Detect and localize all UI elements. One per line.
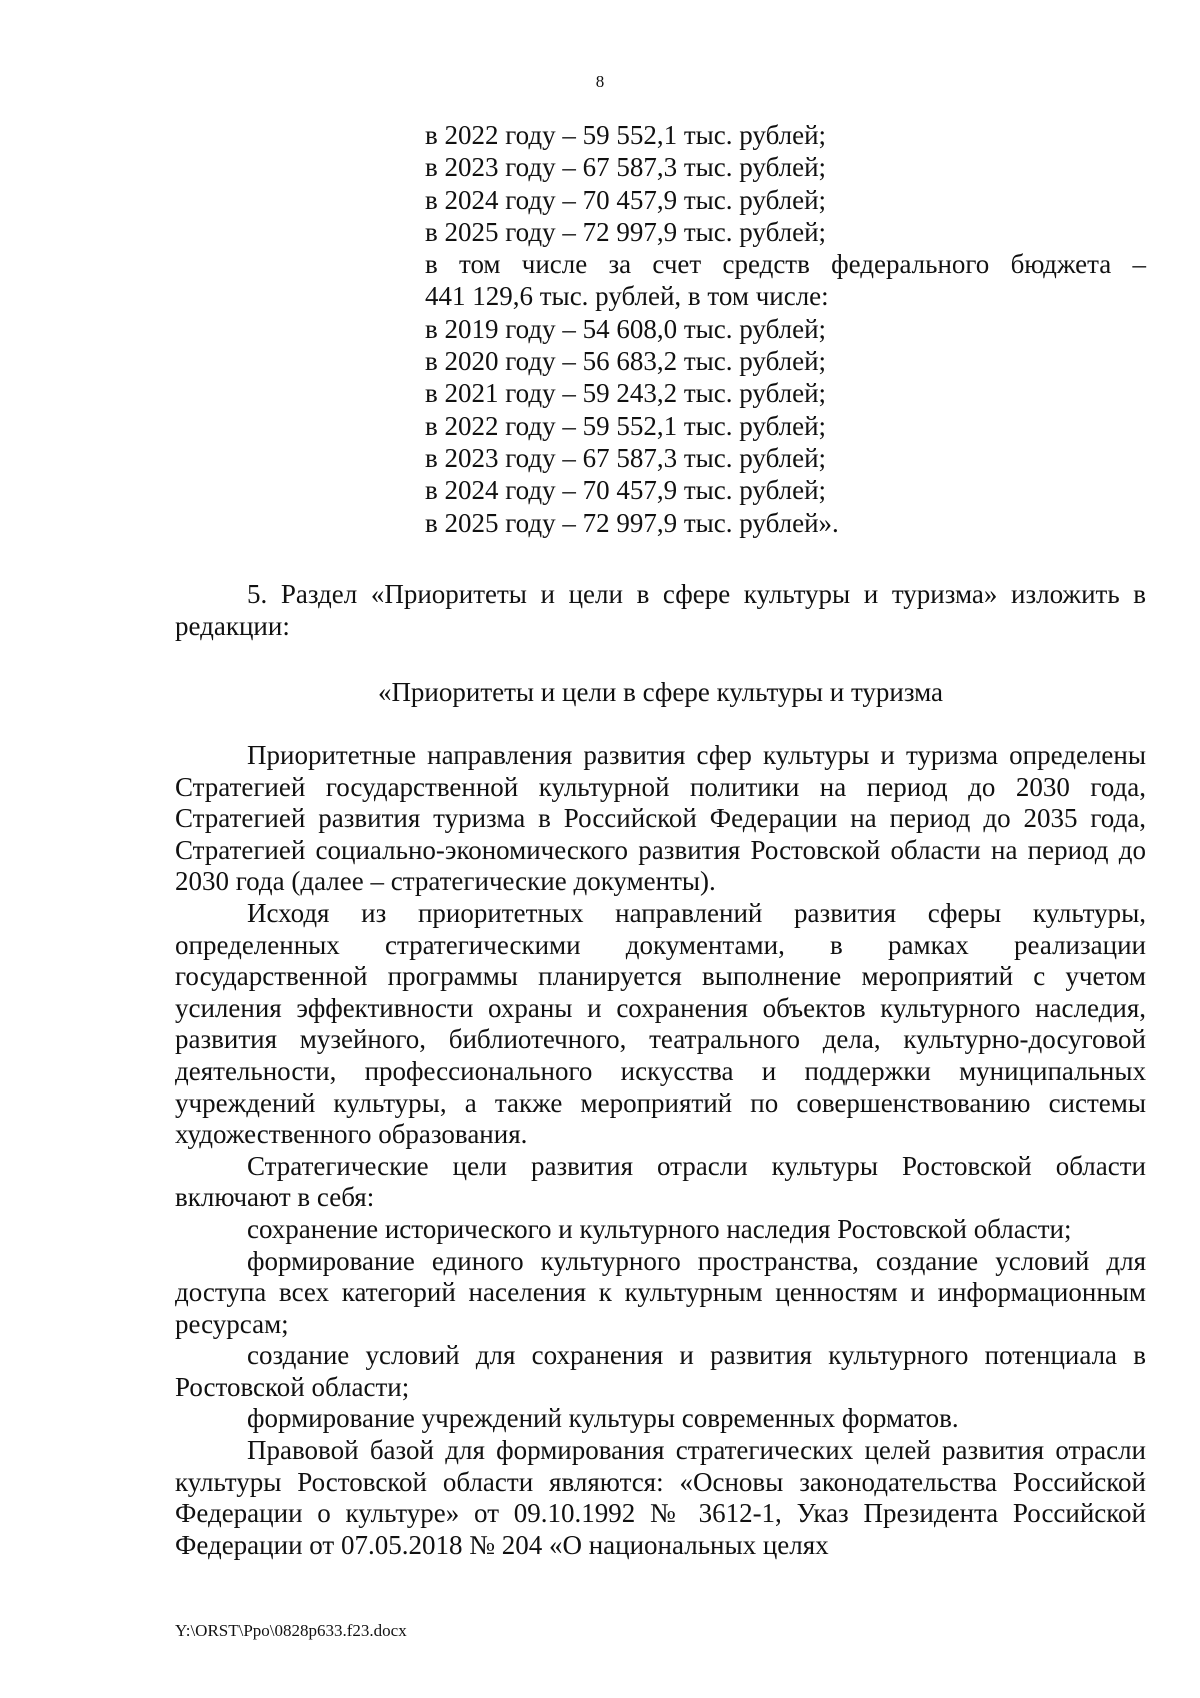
section-heading: «Приоритеты и цели в сфере культуры и туризма — [377, 677, 944, 707]
federal-budget-total: 441 129,6 тыс. рублей, в том числе: — [425, 281, 829, 312]
funding-line: в 2025 году – 72 997,9 тыс. рублей». — [425, 507, 839, 538]
goal-item: создание условий для сохранения и развития культурного потенциала в Ростовской области; — [175, 1340, 1146, 1402]
funding-line: в 2021 году – 59 243,2 тыс. рублей; — [425, 378, 827, 409]
funding-line: в 2019 году – 54 608,0 тыс. рублей; — [425, 313, 827, 344]
paragraph-priorities: Приоритетные направления развития сфер культуры и туризма определены Стратегией государственной культурной политики на период до 2030 года, Стратегией развития туризма в Российской Федерации на период до 2035 года, Стратегией социально-экономического развития Ростовской области на период до 2030 года (далее – стратегические документы). — [175, 740, 1146, 897]
funding-list — [425, 119, 1146, 539]
funding-line: в 2024 году – 70 457,9 тыс. рублей; — [425, 475, 827, 506]
funding-line: в 2025 году – 72 997,9 тыс. рублей; — [425, 216, 827, 247]
section-body — [175, 740, 1146, 1561]
paragraph-strategic-goals: Стратегические цели развития отрасли культуры Ростовской области включают в себя: — [175, 1150, 1146, 1213]
page-number: 8 — [595, 72, 605, 91]
funding-line: в 2022 году – 59 552,1 тыс. рублей; — [425, 120, 827, 150]
federal-budget-line: в том числе за счет средств федерального бюджета – — [425, 249, 1146, 280]
funding-line: в 2022 году – 59 552,1 тыс. рублей; — [425, 410, 827, 441]
funding-line: в 2020 году – 56 683,2 тыс. рублей; — [425, 346, 827, 377]
paragraph-activities: Исходя из приоритетных направлений развития сферы культуры, определенных стратегическими документами, в рамках реализации государственной программы планируется выполнение мероприятий с учетом усиления эффективности охраны и сохранения объектов культурного наследия, развития музейного, библиотечного, театрального дела, культурно-досуговой деятельности, профессионального искусства и поддержки муниципальных учреждений культуры, а также мероприятий по совершенствованию системы художественного образования. — [175, 897, 1146, 1150]
goal-item: формирование единого культурного пространства, создание условий для доступа всех категорий населения к культурным ценностям и информационным ресурсам; — [175, 1245, 1146, 1339]
goal-item: формирование учреждений культуры современных форматов. — [247, 1403, 959, 1434]
funding-line: в 2024 году – 70 457,9 тыс. рублей; — [425, 184, 827, 215]
paragraph-legal-basis: Правовой базой для формирования стратегических целей развития отрасли культуры Ростовской области являются: «Основы законодательства Российской Федерации о культуре» от 09.10.1992 № 3612-1, Указ Президента Российской Федерации от 07.05.2018 № 204 «О национальных целях — [175, 1435, 1146, 1560]
amendment-item-5-text: 5. Раздел «Приоритеты и цели в сфере культуры и туризма» изложить в редакции: — [175, 579, 1146, 641]
funding-line: в 2023 году – 67 587,3 тыс. рублей; — [425, 442, 827, 473]
goal-item: сохранение исторического и культурного наследия Ростовской области; — [247, 1213, 1072, 1244]
file-path-footer: Y:\ORST\Ppo\0828p633.f23.docx — [175, 1621, 407, 1640]
funding-line: в 2023 году – 67 587,3 тыс. рублей; — [425, 152, 827, 183]
amendment-item-5 — [175, 579, 1146, 642]
